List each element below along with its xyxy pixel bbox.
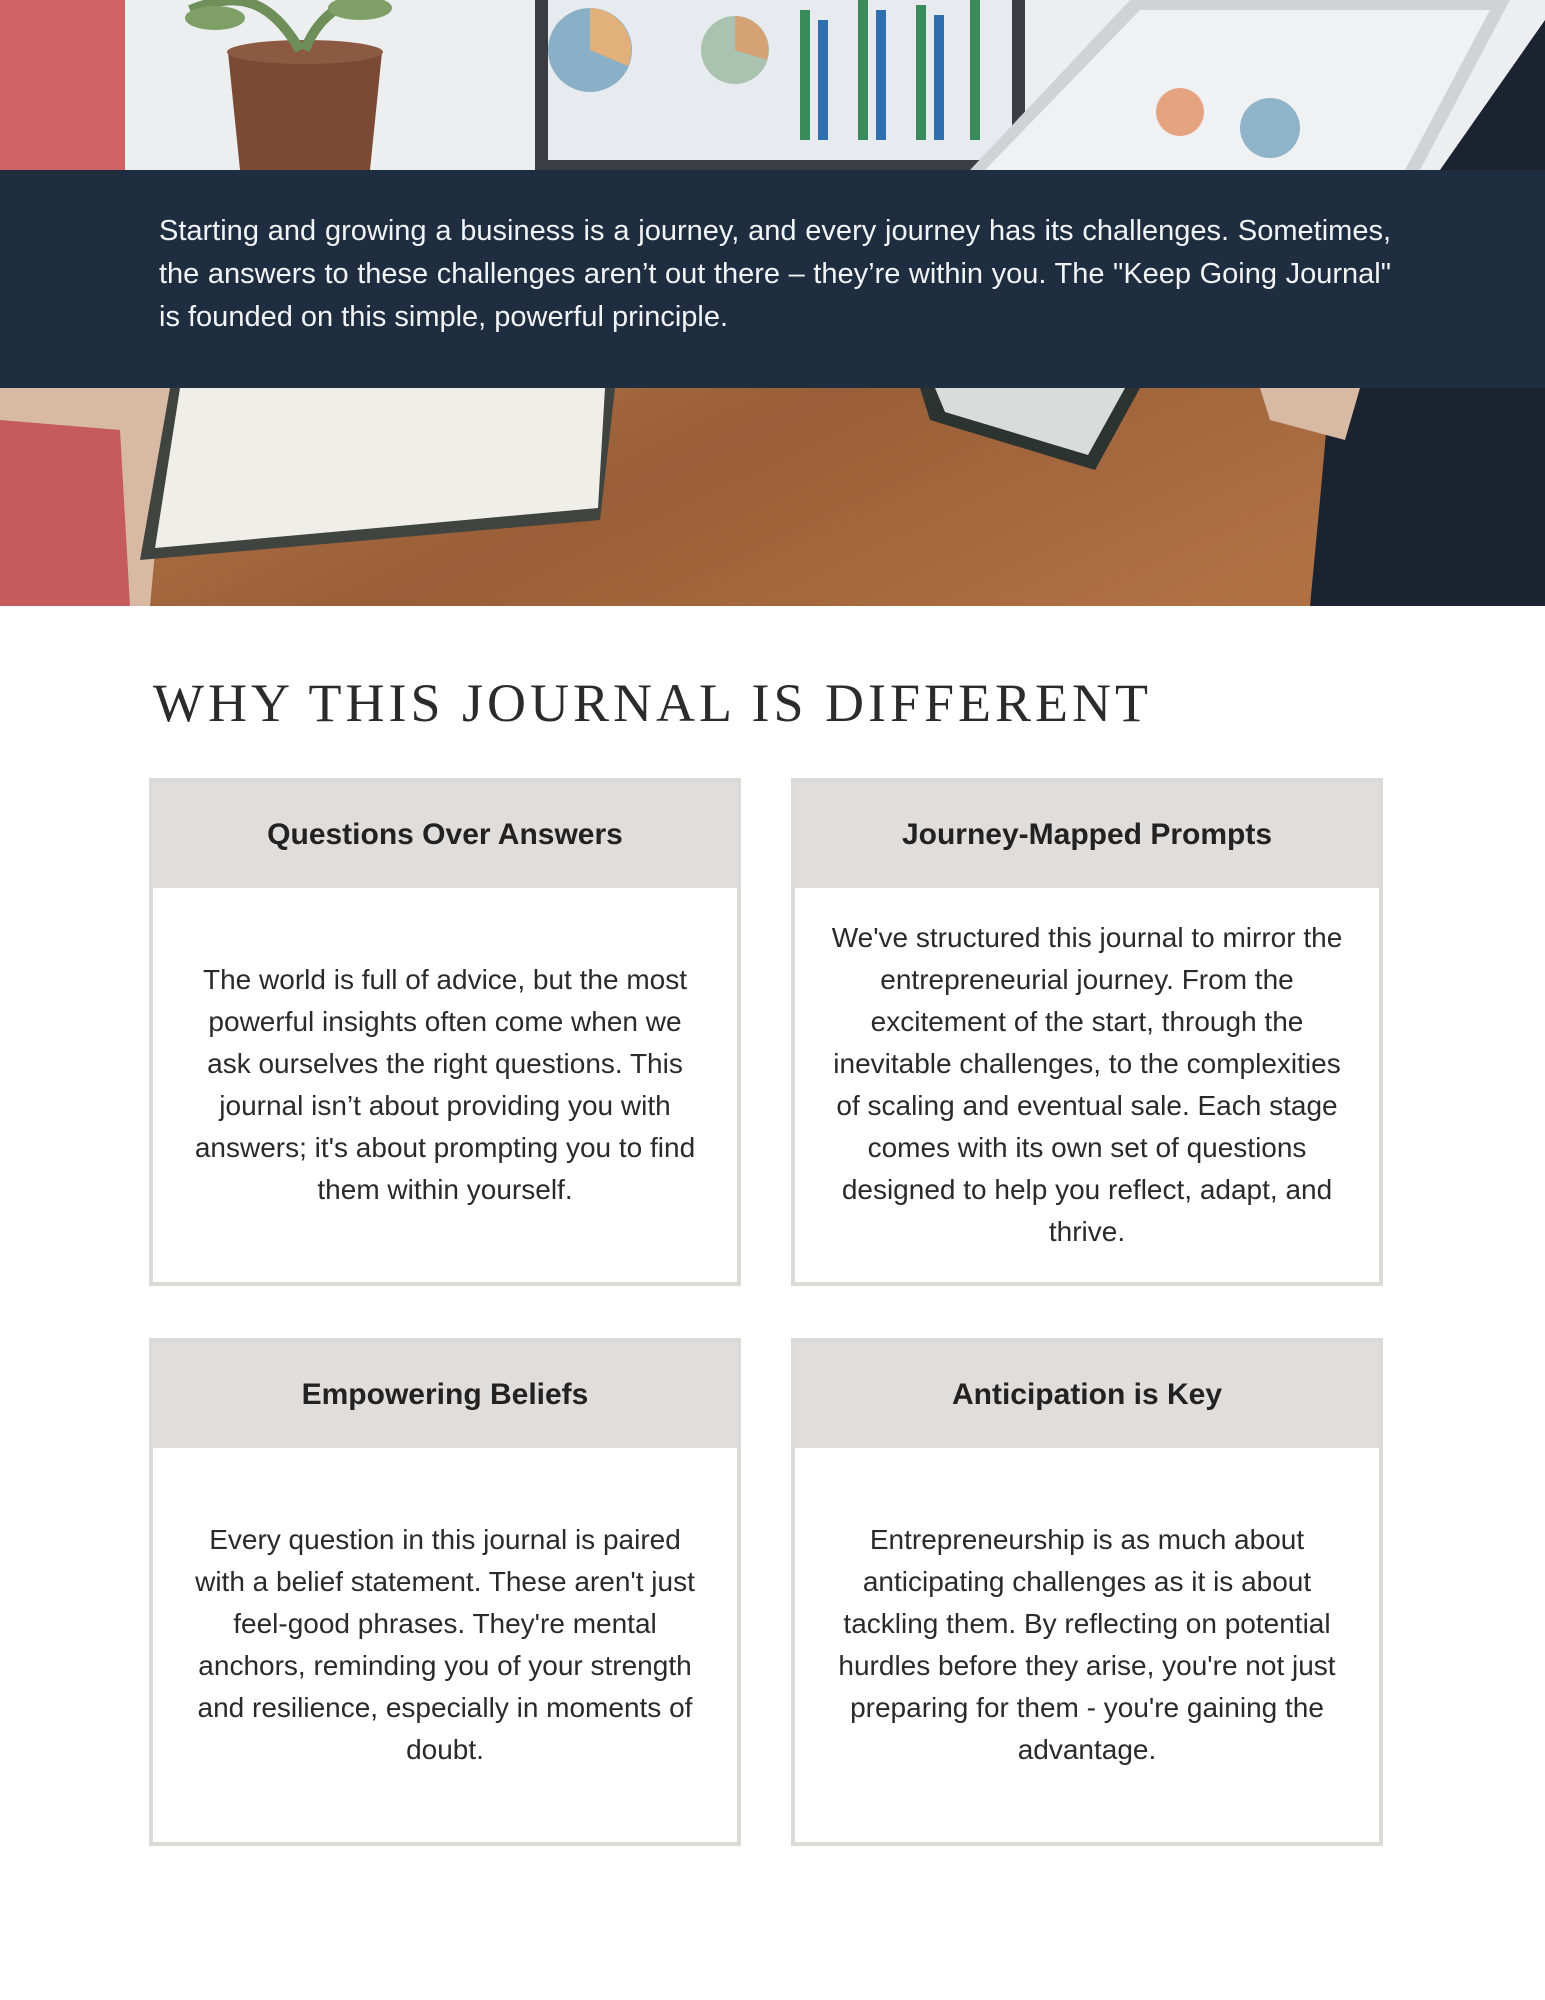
intro-paragraph: Starting and growing a business is a journey, and every journey has its challenges. Sometimes, the answers to these challenges aren’t out there – they’re within you. The "Keep Going Journal" is founded on this simple, powerful principle. [159, 215, 1391, 333]
feature-card-questions [149, 778, 741, 1286]
card-header [795, 1342, 1379, 1448]
card-body [795, 888, 1379, 1282]
card-text: Every question in this journal is paired with a belief statement. These aren't just feel-good phrases. They're mental anchors, reminding you of your strength and resilience, especially in moments of doubt. [195, 1524, 695, 1765]
card-title: Anticipation is Key [951, 1378, 1223, 1411]
card-text: Entrepreneurship is as much about anticipating challenges as it is about tackling them. By reflecting on potential hurdles before they arise, you're not just preparing for them - you're gaining the advantage. [838, 1524, 1336, 1765]
card-body [153, 1448, 737, 1842]
feature-card-journey [791, 778, 1383, 1286]
card-header [153, 1342, 737, 1448]
card-header [795, 782, 1379, 888]
feature-card-beliefs [149, 1338, 741, 1846]
card-text: We've structured this journal to mirror the entrepreneurial journey. From the excitement of the start, through the inevitable challenges, to the complexities of scaling and eventual sale. Each stage comes with its own set of questions designed to help you reflect, adapt, and thrive. [831, 922, 1343, 1247]
card-body [795, 1448, 1379, 1842]
card-title: Questions Over Answers [267, 818, 623, 851]
card-body [153, 888, 737, 1282]
card-text: The world is full of advice, but the most powerful insights often come when we ask ourselves the right questions. This journal isn’t about providing you with answers; it's about prompting you to find them within yourself. [194, 964, 696, 1205]
card-header [153, 782, 737, 888]
card-title: Empowering Beliefs [301, 1378, 589, 1411]
feature-card-anticipation [791, 1338, 1383, 1846]
section-title: WHY THIS JOURNAL IS DIFFERENT [153, 673, 1153, 733]
card-title: Journey-Mapped Prompts [901, 818, 1273, 851]
